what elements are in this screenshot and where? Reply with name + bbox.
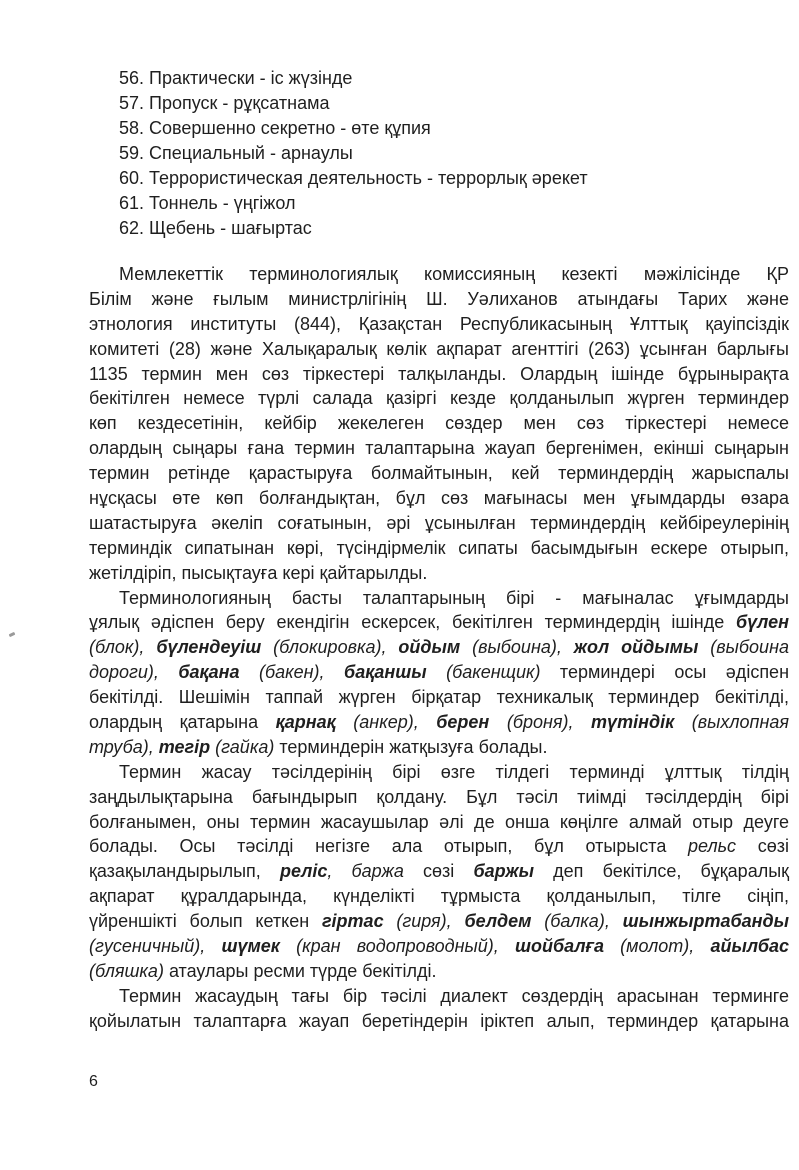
text-line	[89, 959, 789, 984]
term-kazakh: ойдым	[398, 637, 461, 658]
text-line: Термин жасаудың тағы бір тәсілі диалект сөздердің арасынан терминге	[119, 985, 789, 1006]
term-gloss: (кран водопроводный),	[279, 936, 515, 957]
text-segment: олардың қатарына	[89, 712, 276, 733]
term-kazakh: жол ойдымы	[573, 637, 699, 658]
text-line: ақпарат құралдарында, күнделікті тұрмыста қолданылып, тілге сіңіп,	[89, 886, 789, 907]
term-gloss: (блокировка),	[261, 637, 399, 658]
term-kazakh: айылбас	[710, 936, 789, 957]
term-kazakh: берен	[436, 712, 490, 733]
term-gloss: (молот),	[603, 936, 711, 957]
term-kazakh: шүмек	[221, 936, 280, 957]
text-segment: терминдері осы әдіспен	[540, 662, 790, 683]
text-line	[89, 610, 789, 635]
text-line	[89, 660, 789, 685]
text-segment: терминдерін жатқызуға болады.	[274, 736, 548, 757]
paragraph-3	[89, 760, 789, 984]
term-gloss: (бакенщик)	[426, 662, 541, 683]
text-line: Білім және ғылым министрлігінің Ш. Уәлиханов атындағы Тарих және	[89, 288, 789, 309]
text-segment: деп бекітілсе, бұқаралық	[534, 861, 790, 882]
text-line: заңдылықтарына бағындырып қолдану. Бұл тәсіл тиімді тәсілдердің бірі	[89, 786, 789, 807]
text-line: терминдік сипатынан көрі, түсіндірмелік сипаты басымдығын ескере отырып,	[89, 537, 789, 558]
term-gloss: (балка),	[531, 911, 623, 932]
term-gloss: (бакен),	[239, 662, 345, 683]
term-gloss: (блок),	[89, 637, 157, 658]
text-segment: сөзі	[403, 861, 474, 882]
term-gloss: (анкер),	[335, 712, 437, 733]
term-kazakh: баржы	[473, 861, 535, 882]
text-line: болғанымен, оны термин жасаушылар әлі де онша көңілге алмай отыр деуге	[89, 811, 789, 832]
text-segment: қазақыландырылып,	[89, 861, 280, 882]
glossary-item: 62. Щебень - шағыртас	[119, 218, 312, 238]
glossary-item: 61. Тоннель - үңгіжол	[119, 193, 296, 213]
text-line	[89, 934, 789, 959]
text-line	[89, 710, 789, 735]
term-gloss: (выбоина),	[460, 637, 574, 658]
text-line: бекітілген немесе түрлі салада қазіргі кезде қолданылып жүрген терминдер	[89, 388, 789, 409]
text-line: қойылатын талаптарға жауап беретіндерін іріктеп алып, терминдер қатарына	[89, 1010, 789, 1031]
term-kazakh: бақаншы	[344, 662, 427, 683]
text-segment: атаулары ресми түрде бекітілді.	[163, 960, 437, 981]
glossary-item: 59. Специальный - арнаулы	[119, 143, 353, 163]
term-kazakh: бақана	[178, 662, 240, 683]
text-line: жетілдіріп, пысықтауға кері қайтарылды.	[89, 562, 428, 583]
paragraph-2	[89, 586, 789, 760]
term-kazakh: реліс	[279, 861, 328, 882]
page-number: 6	[89, 1073, 98, 1090]
text-line: бекітілді. Шешімін таппай жүрген бірқатар техникалық терминдер бекітілді,	[89, 687, 789, 708]
term-kazakh: бүлендеуіш	[156, 637, 262, 658]
text-line: олардың сыңары ғана термин талаптарына жауап бергенімен, екінші сыңарын	[89, 438, 789, 459]
glossary-item: 60. Террористическая деятельность - террорлық әрекет	[119, 168, 588, 188]
term-kazakh: шынжыртабанды	[622, 911, 790, 932]
text-line	[89, 909, 789, 934]
text-line	[89, 735, 789, 760]
term-gloss: (выбоина	[698, 637, 789, 658]
term-gloss: (гиря),	[383, 911, 465, 932]
text-line: термин ретінде қарастыруға болмайтынын, кей терминдердің жарыспалы	[89, 463, 789, 484]
term-gloss: (выхлопная	[674, 712, 789, 733]
text-line: Терминологияның басты талаптарының бірі - мағыналас ұғымдарды	[119, 587, 789, 608]
text-segment: ұялық әдіспен беру екендігін ескерсек, бекітілген терминдердің ішінде	[89, 612, 736, 633]
text-segment: болады. Осы тәсілді негізге ала отырып, бұл отырыста	[89, 836, 689, 857]
glossary-item: 56. Практически - іс жүзінде	[119, 68, 353, 88]
text-line	[89, 834, 789, 859]
margin-mark	[9, 632, 16, 637]
body-text	[89, 262, 789, 1034]
term-kazakh: тегір	[158, 736, 211, 757]
text-segment: үйреншікті болып кеткен	[89, 911, 322, 932]
term-gloss: (гайка)	[210, 736, 275, 757]
term-gloss: дороги),	[89, 662, 179, 683]
term-gloss: труба),	[89, 736, 159, 757]
text-line: Мемлекеттік терминологиялық комиссияның кезекті мәжілісінде ҚР	[119, 264, 789, 284]
term-gloss: рельс	[688, 836, 737, 857]
term-kazakh: гіртас	[321, 911, 384, 932]
text-segment: сөзі	[736, 836, 789, 857]
text-line: 1135 термин мен сөз тіркестері талқыланды. Олардың ішінде бұрынырақта	[89, 363, 789, 384]
text-line: этнология институты (844), Қазақстан Республикасының Ұлттық қауіпсіздік	[89, 313, 789, 334]
text-line: көп кездесетінін, кейбір жекелеген сөздер мен сөз тіркестері немесе	[89, 413, 789, 434]
glossary-list	[119, 66, 588, 241]
term-gloss: (броня),	[489, 712, 592, 733]
term-gloss: (гусеничный),	[89, 936, 222, 957]
paragraph-1	[89, 262, 789, 586]
term-kazakh: шойбалға	[514, 936, 604, 957]
text-line: нұсқасы өте көп болғандықтан, бұл сөз мағынасы мен ұғымдарды өзара	[89, 488, 789, 509]
term-kazakh: белдем	[464, 911, 532, 932]
paragraph-4	[89, 984, 789, 1034]
term-kazakh: түтіндік	[591, 712, 675, 733]
text-line	[89, 635, 789, 660]
term-gloss: , баржа	[327, 861, 404, 882]
glossary-item: 57. Пропуск - рұқсатнама	[119, 93, 330, 113]
term-gloss: (бляшка)	[89, 960, 164, 981]
term-kazakh: қарнақ	[275, 712, 336, 733]
text-line	[89, 859, 789, 884]
glossary-item: 58. Совершенно секретно - өте құпия	[119, 118, 431, 138]
text-line: комитеті (28) және Халықаралық көлік ақпарат агенттігі (263) ұсынған барлығы	[89, 338, 789, 359]
text-line: шатастыруға әкеліп соғатынын, әрі ұсынылған терминдердің кейбіреулерінің	[89, 512, 789, 533]
term-kazakh: бүлен	[736, 612, 789, 633]
text-line: Термин жасау тәсілдерінің бірі өзге тілдегі терминді ұлттық тілдің	[119, 761, 789, 782]
